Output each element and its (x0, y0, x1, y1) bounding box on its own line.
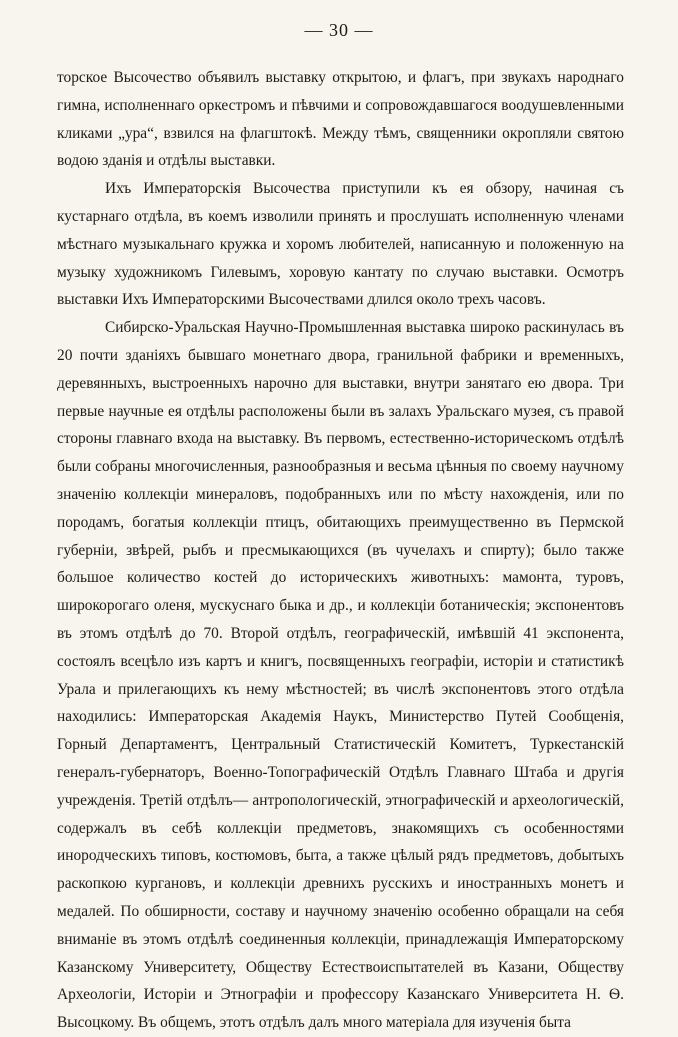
paragraph-1: торское Высочество объявилъ выставку открытою, и флагъ, при звукахъ народнаго гимна, исполненнаго оркестромъ и пѣвчими и сопровождавшагося воодушевленными кликами „ура“, взвился на флагштокѣ. Между тѣмъ, священники окропляли святою водою зданія и отдѣлы выставки. (57, 69, 624, 170)
text-body (57, 64, 624, 1037)
paragraph-3: Сибирско-Уральская Научно-Промышленная выставка широко раскинулась въ 20 почти зданіяхъ бывшаго монетнаго двора, гранильной фабрики и временныхъ, деревянныхъ, выстроенныхъ нарочно для выставки, внутри занятаго ею двора. Три первые научные ея отдѣлы расположены были въ залахъ Уральскаго музея, съ правой стороны главнаго входа на выставку. Въ первомъ, естественно-историческомъ отдѣлѣ были собраны многочисленныя, разнообразныя и весьма цѣнныя по своему научному значенію коллекціи минераловъ, подобранныхъ или по мѣсту нахожденія, или по породамъ, богатыя коллекціи птицъ, обитающихъ преимущественно въ Пермской губерніи, звѣрей, рыбъ и пресмыкающихся (въ чучелахъ и спирту); было также большое количество костей до историческихъ животныхъ: мамонта, туровъ, широкорогаго оленя, мускуснаго быка и др., и коллекціи ботаническія; экспонентовъ въ этомъ отдѣлѣ до 70. Второй отдѣлъ, географическій, имѣвшій 41 экспонента, состоялъ всецѣло изъ картъ и книгъ, посвященныхъ географіи, исторіи и статистикѣ Урала и прилегающихъ къ нему мѣстностей; въ числѣ экспонентовъ этого отдѣла находились: Императорская Академія Наукъ, Министерство Путей Сообщенія, Горный Департаментъ, Центральный Статистическій Комитетъ, Туркестанскій генералъ-губернаторъ, Военно-Топографическій Отдѣлъ Главнаго Штаба и другія учрежденія. Третій отдѣлъ— антропологическій, этнографическій и археологическій, содержалъ въ себѣ коллекціи предметовъ, знакомящихъ съ особенностями инородческихъ типовъ, костюмовъ, быта, а также цѣлый рядъ предметовъ, добытыхъ раскопкою кургановъ, и коллекціи древнихъ русскихъ и иностранныхъ монетъ и медалей. По обширности, составу и научному значенію особенно обращали на себя вниманіе въ этомъ отдѣлѣ соединенныя коллекціи, принадлежащія Императорскому Казанскому Университету, Обществу Естествоиспытателей въ Казани, Обществу Археологіи, Исторіи и Этнографіи и профессору Казанскаго Университета Н. Ѳ. Высоцкому. Въ общемъ, этотъ отдѣлъ далъ много матеріала для изученія быта (57, 319, 624, 1032)
paragraph-2: Ихъ Императорскія Высочества приступили къ ея обзору, начиная съ кустарнаго отдѣла, въ коемъ изволили принять и прослушать исполненную членами мѣстнаго музыкальнаго кружка и хоромъ любителей, написанную и положенную на музыку художникомъ Гилевымъ, хоровую кантату по случаю выставки. Осмотръ выставки Ихъ Императорскими Высочествами длился около трехъ часовъ. (57, 180, 624, 309)
page-number: — 30 — (304, 20, 374, 40)
